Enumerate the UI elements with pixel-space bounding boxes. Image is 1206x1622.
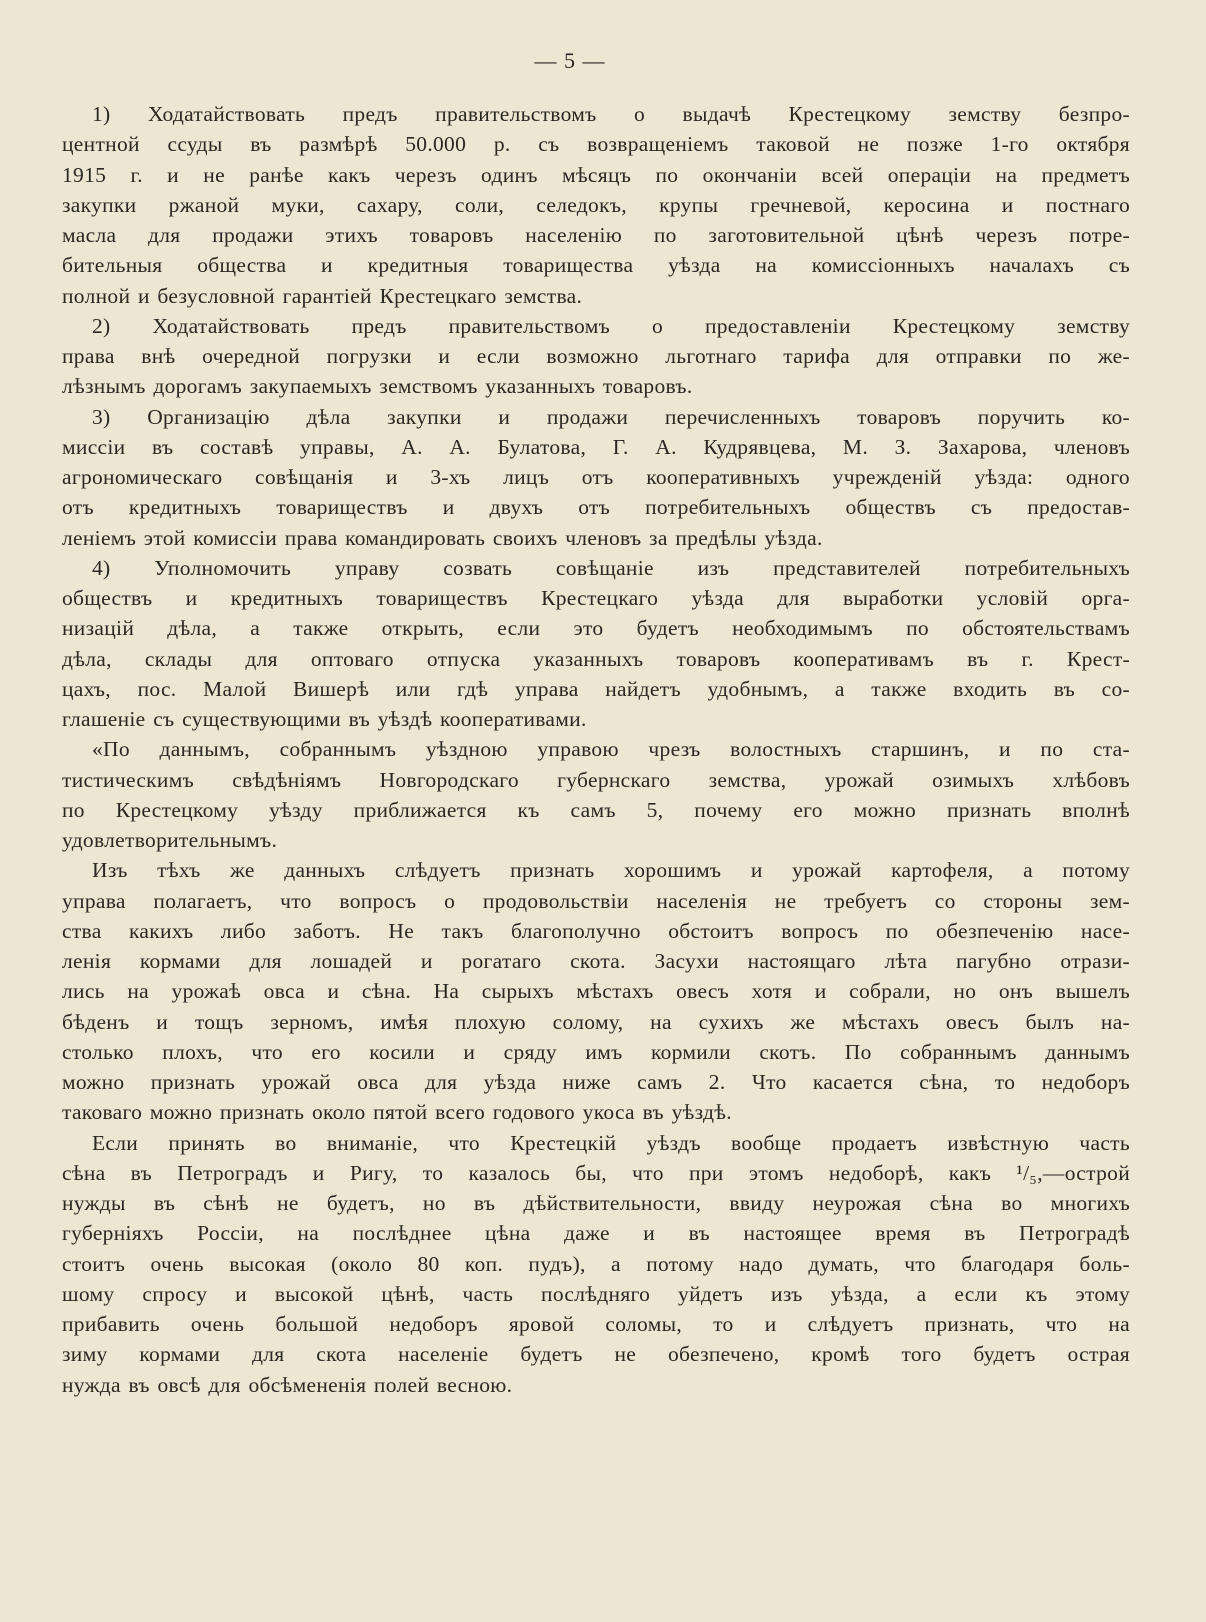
text-line: можно признать урожай овса для уѣзда ниже самъ 2. Что касается сѣна, то недоборъ xyxy=(62,1070,1130,1094)
text-line: губерніяхъ Россіи, на послѣднее цѣна даже и въ настоящее время въ Петроградѣ xyxy=(62,1221,1130,1246)
text-line: закупки ржаной муки, сахару, соли, селедокъ, крупы гречневой, керосина и постнаго xyxy=(62,192,1130,217)
text-line: 4) Уполномочить управу созвать совѣщаніе изъ представителей потребительныхъ xyxy=(92,555,1130,580)
document-body xyxy=(62,99,1130,1400)
text-line: права внѣ очередной погрузки и если возможно льготнаго тарифа для отправки по же- xyxy=(62,344,1130,368)
text-line: Если принять во вниманіе, что Крестецкій уѣздъ вообще продаетъ извѣстную часть xyxy=(92,1130,1130,1155)
text-line: 3) Организацію дѣла закупки и продажи перечисленныхъ товаровъ поручить ко- xyxy=(92,404,1130,429)
text-line: 1915 г. и не ранѣе какъ черезъ одинъ мѣсяцъ по окончаніи всей операціи на предметъ xyxy=(62,162,1130,187)
text-line: леніемъ этой комиссіи права командировать своихъ членовъ за предѣлы уѣзда. xyxy=(62,525,823,550)
text-line: нужды въ сѣнѣ не будетъ, но въ дѣйствительности, ввиду неурожая сѣна во многихъ xyxy=(62,1191,1130,1215)
text-line: 1) Ходатайствовать предъ правительствомъ о выдачѣ Крестецкому земству безпро- xyxy=(92,102,1130,126)
text-line: сѣна въ Петроградъ и Ригу, то казалось бы, что при этомъ недоборѣ, какъ ¹/₅,—острой xyxy=(62,1160,1130,1185)
text-line: 2) Ходатайствовать предъ правительствомъ о предоставленіи Крестецкому земству xyxy=(92,313,1130,338)
text-line: бѣденъ и тощъ зерномъ, имѣя плохую солому, на сухихъ же мѣстахъ овесъ былъ на- xyxy=(62,1009,1130,1034)
text-line: тистическимъ свѣдѣніямъ Новгородскаго губернскаго земства, урожай озимыхъ хлѣбовъ xyxy=(62,767,1130,792)
text-line: нужда въ овсѣ для обсѣмененія полей весною. xyxy=(62,1372,513,1397)
text-line: управа полагаетъ, что вопросъ о продовольствіи населенія не требуетъ со стороны зем- xyxy=(62,888,1130,913)
text-line: масла для продажи этихъ товаровъ населенію по заготовительной цѣнѣ черезъ потре- xyxy=(62,223,1130,247)
page-number: — 5 — xyxy=(534,48,606,73)
text-line: лѣзнымъ дорогамъ закупаемыхъ земствомъ указанныхъ товаровъ. xyxy=(62,374,693,399)
text-line: миссіи въ составѣ управы, А. А. Булатова, Г. А. Кудрявцева, М. З. Захарова, членовъ xyxy=(62,434,1130,459)
text-line: полной и безусловной гарантіей Крестецкаго земства. xyxy=(62,283,583,308)
text-line: агрономическаго совѣщанія и 3-хъ лицъ отъ кооперативныхъ учрежденій уѣзда: одного xyxy=(62,465,1130,489)
text-line: центной ссуды въ размѣрѣ 50.000 р. съ возвращеніемъ таковой не позже 1-го октября xyxy=(62,132,1130,157)
text-line: удовлетворительнымъ. xyxy=(62,828,278,852)
text-line: обществъ и кредитныхъ товариществъ Крестецкаго уѣзда для выработки условій орга- xyxy=(62,586,1130,610)
text-line: по Крестецкому уѣзду приближается къ самъ 5, почему его можно признать вполнѣ xyxy=(62,797,1130,822)
text-line: прибавить очень большой недоборъ яровой соломы, то и слѣдуетъ признать, что на xyxy=(62,1312,1130,1336)
text-line: бительныя общества и кредитныя товарищества уѣзда на комиссіонныхъ началахъ съ xyxy=(62,253,1130,278)
text-line: низацій дѣла, а также открыть, если это будетъ необходимымъ по обстоятельствамъ xyxy=(62,616,1130,641)
text-line: глашеніе съ существующими въ уѣздѣ кооперативами. xyxy=(62,707,587,731)
text-line: цахъ, пос. Малой Вишерѣ или гдѣ управа найдетъ удобнымъ, а также входить въ со- xyxy=(62,676,1130,701)
text-line: стоитъ очень высокая (около 80 коп. пудъ), а потому надо думать, что благодаря боль- xyxy=(62,1251,1130,1276)
text-line: таковаго можно признать около пятой всего годового укоса въ уѣздѣ. xyxy=(62,1100,732,1125)
text-line: лись на урожаѣ овса и сѣна. На сырыхъ мѣстахъ овесъ хотя и собрали, но онъ вышелъ xyxy=(62,979,1130,1004)
text-line: шому спросу и высокой цѣнѣ, часть послѣдняго уйдетъ изъ уѣзда, а если къ этому xyxy=(62,1281,1130,1306)
text-line: столько плохъ, что его косили и сряду имъ кормили скотъ. По собраннымъ даннымъ xyxy=(62,1039,1130,1064)
text-line: дѣла, склады для оптоваго отпуска указанныхъ товаровъ кооперативамъ въ г. Крест- xyxy=(62,646,1130,671)
text-line: зиму кормами для скота населеніе будетъ не обезпечено, кромѣ того будетъ острая xyxy=(62,1342,1130,1367)
text-line: ленія кормами для лошадей и рогатаго скота. Засухи настоящаго лѣта пагубно отрази- xyxy=(62,949,1130,973)
text-line: Изъ тѣхъ же данныхъ слѣдуетъ признать хорошимъ и урожай картофеля, а потому xyxy=(92,858,1130,883)
text-line: «По даннымъ, собраннымъ уѣздною управою чрезъ волостныхъ старшинъ, и по ста- xyxy=(92,737,1130,762)
text-line: отъ кредитныхъ товариществъ и двухъ отъ потребительныхъ обществъ съ предостав- xyxy=(62,495,1130,520)
text-line: ства какихъ либо заботъ. Не такъ благополучно обстоитъ вопросъ по обезпеченію насе- xyxy=(62,918,1130,943)
